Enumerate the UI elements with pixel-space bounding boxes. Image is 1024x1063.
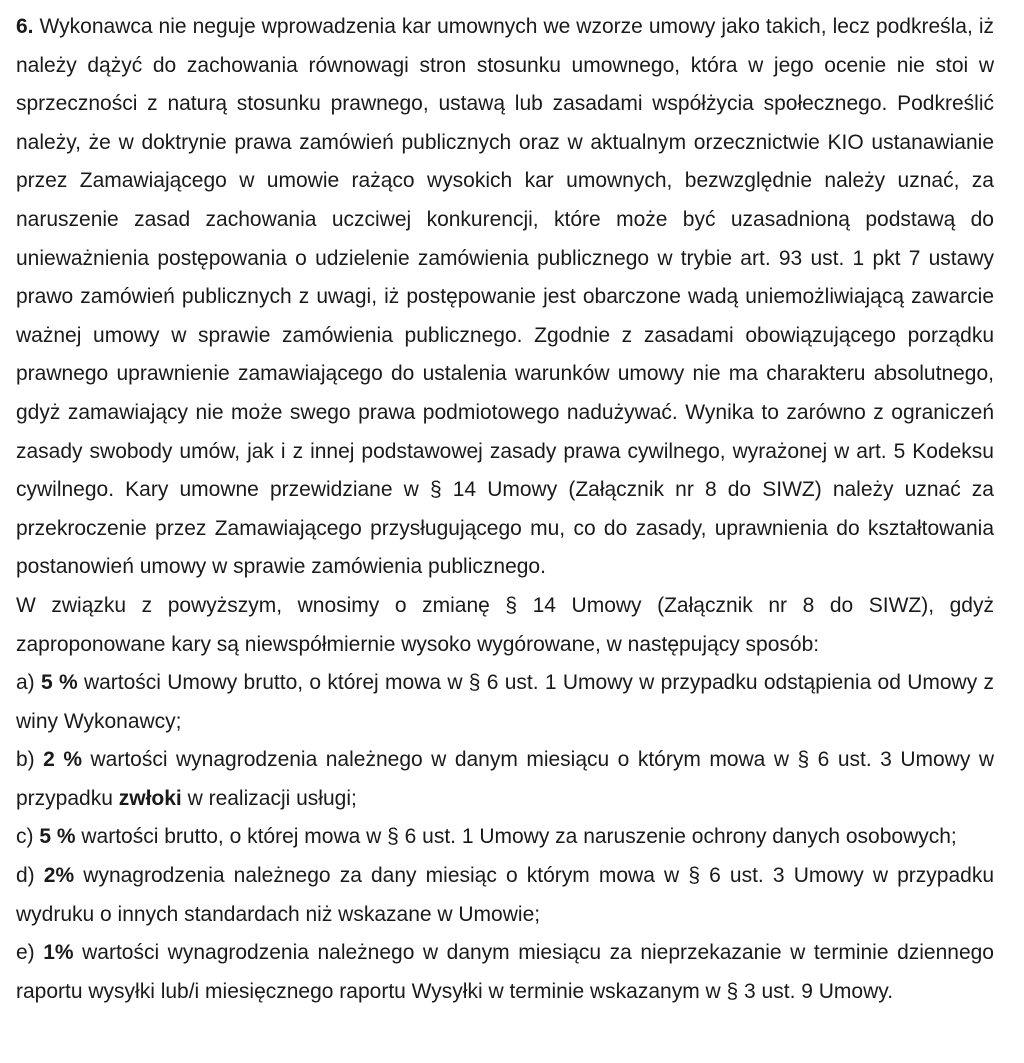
- item-percentage: 2 %: [43, 748, 83, 772]
- list-item-a: [16, 664, 994, 741]
- item-prefix: c): [16, 825, 40, 849]
- paragraph-objection: [16, 8, 994, 587]
- paragraph-request: [16, 587, 994, 664]
- item-percentage: 5 %: [39, 825, 76, 849]
- paragraph-text: W związku z powyższym, wnosimy o zmianę § 14 Umowy (Załącznik nr 8 do SIWZ), gdyż zaproponowane kary są niewspółmiernie wysoko wygórowane, w następujący sposób:: [16, 593, 994, 656]
- item-text: wartości wynagrodzenia należnego w danym miesiącu za nieprzekazanie w terminie dziennego raportu wysyłki lub/i miesięcznego raportu Wysyłki w terminie wskazanym w § 3 ust. 9 Umowy.: [16, 941, 994, 1003]
- item-percentage: 2%: [43, 864, 75, 888]
- document-page: [16, 8, 994, 1011]
- item-text: wartości brutto, o której mowa w § 6 ust. 1 Umowy za naruszenie ochrony danych osobowych;: [75, 825, 957, 849]
- item-text: wynagrodzenia należnego za dany miesiąc o którym mowa w § 6 ust. 3 Umowy w przypadku wydruku o innych standardach niż wskazane w Umowie;: [16, 864, 994, 926]
- item-prefix: a): [16, 671, 41, 695]
- section-number: 6.: [16, 15, 34, 38]
- list-item-b: [16, 741, 994, 818]
- item-prefix: e): [16, 941, 44, 965]
- item-text: w realizacji usługi;: [181, 786, 357, 810]
- item-prefix: d): [16, 864, 44, 888]
- list-item-e: [16, 934, 994, 1011]
- item-prefix: b): [16, 748, 44, 772]
- item-percentage: 1%: [43, 941, 74, 965]
- list-item-d: [16, 857, 994, 934]
- item-text: wartości wynagrodzenia należnego w danym miesiącu o którym mowa w § 6 ust. 3 Umowy w przypadku: [16, 748, 994, 810]
- item-percentage: 5 %: [40, 671, 78, 695]
- list-item-c: [16, 818, 994, 857]
- paragraph-text: Wykonawca nie neguje wprowadzenia kar umownych we wzorze umowy jako takich, lecz podkreśla, iż należy dążyć do zachowania równowagi stron stosunku umownego, która w jego ocenie nie stoi w sprzeczności z naturą stosunku prawnego, ustawą lub zasadami współżycia społecznego. Podkreślić należy, że w doktrynie prawa zamówień publicznych oraz w aktualnym orzecznictwie KIO ustanawianie przez Zamawiającego w umowie rażąco wysokich kar umownych, bezwzględnie należy uznać, za naruszenie zasad zachowania uczciwej konkurencji, które może być uzasadnioną podstawą do unieważnienia postępowania o udzielenie zamówienia publicznego w trybie art. 93 ust. 1 pkt 7 ustawy prawo zamówień publicznych z uwagi, iż postępowanie jest obarczone wadą uniemożliwiającą zawarcie ważnej umowy w sprawie zamówienia publicznego. Zgodnie z zasadami obowiązującego porządku prawnego uprawnienie zamawiającego do ustalenia warunków umowy nie ma charakteru absolutnego, gdyż zamawiający nie może swego prawa podmiotowego nadużywać. Wynika to zarówno z ograniczeń zasady swobody umów, jak i z innej podstawowej zasady prawa cywilnego, wyrażonej w art. 5 Kodeksu cywilnego. Kary umowne przewidziane w § 14 Umowy (Załącznik nr 8 do SIWZ) należy uznać za przekroczenie przez Zamawiającego przysługującego mu, co do zasady, uprawnienia do kształtowania postanowień umowy w sprawie zamówienia publicznego.: [16, 15, 994, 579]
- item-emphasis: zwłoki: [118, 786, 182, 810]
- item-text: wartości Umowy brutto, o której mowa w § 6 ust. 1 Umowy w przypadku odstąpienia od Umowy z winy Wykonawcy;: [16, 671, 995, 733]
